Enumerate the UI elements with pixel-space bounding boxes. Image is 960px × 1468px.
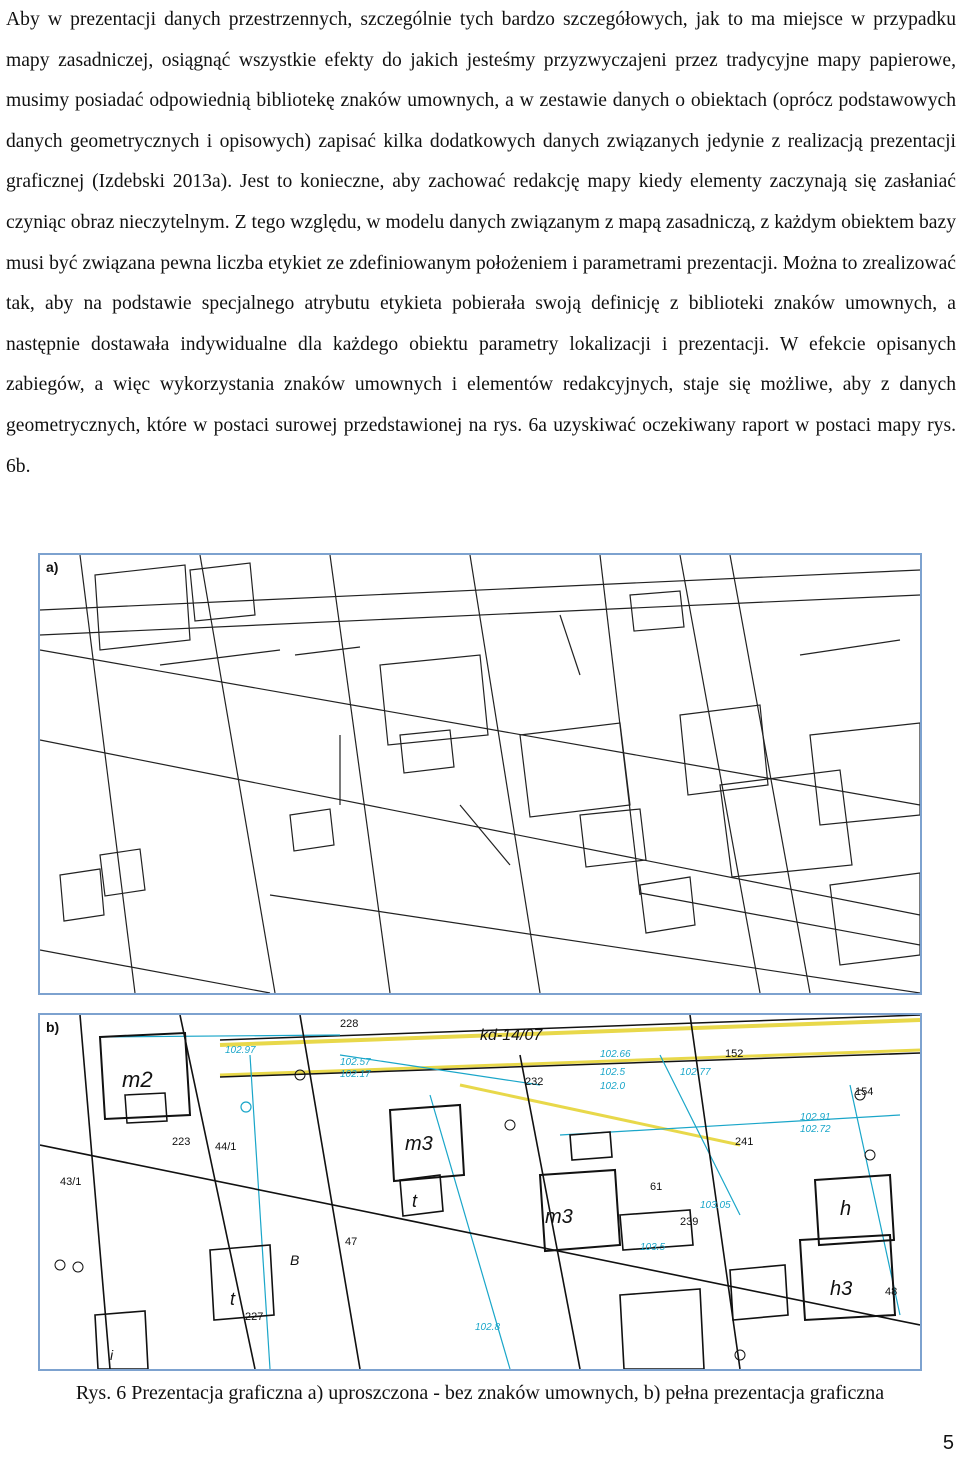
- label-239: 239: [680, 1216, 699, 1228]
- parcel-line: [80, 555, 135, 993]
- elev-103-05: 103.05: [700, 1200, 731, 1211]
- label-m2: m2: [122, 1067, 153, 1092]
- figure-b-drawing: [40, 1015, 920, 1369]
- elev-102-91: 102.91: [800, 1112, 831, 1123]
- label-m3-left: m3: [405, 1133, 433, 1155]
- elev-102-0: 102.0: [600, 1081, 626, 1092]
- label-h3: h3: [830, 1278, 853, 1300]
- parcel-line: [680, 555, 760, 993]
- parcel-line: [270, 895, 920, 993]
- parcel-line: [40, 950, 270, 993]
- label-223: 223: [172, 1136, 191, 1148]
- figure-b-label: b): [46, 1019, 60, 1035]
- body-paragraph: Aby w prezentacji danych przestrzennych, szczególnie tych bardzo szczegółowych, jak to ma miejsce w przypadku mapy zasadniczej, osiągnąć wszystkie efekty do jakich jesteśmy przyzwyczajeni przez tradycyjne mapy papierowe, musimy posiadać odpowiednią bibliotekę znaków umownych, a w zestawie danych o obiektach (oprócz podstawowych danych geometrycznych i opisowych) zapisać kilka dodatkowych danych związanych jedynie z realizacją prezentacji graficznej (Izdebski 2013a). Jest to konieczne, aby zachować redakcję mapy kiedy elementy zaczynają się zasłaniać czyniąc obraz nieczytelnym. Z tego względu, w modelu danych związanym z mapą zasadniczą, z każdym obiektem bazy musi być związana pewna liczba etykiet ze zdefiniowanym położeniem i parametrami prezentacji. Można to zrealizować tak, aby na podstawie specjalnego atrybutu etykieta pobierała swoją definicję z biblioteki znaków umownych, a następnie dostawała indywidualne dla każdego obiektu parametry lokalizacji i prezentacji. W efekcie opisanych zabiegów, a więc wykorzystania znaków umownych i elementów redakcyjnych, staje się możliwe, aby z danych geometrycznych, które w postaci surowej przedstawionej na rys. 6a uzyskiwać oczekiwany raport w postaci mapy rys. 6b.: [6, 9, 956, 477]
- building: [60, 869, 104, 921]
- label-227: 227: [245, 1311, 264, 1323]
- building: [290, 809, 334, 851]
- parcel-line: [40, 740, 920, 915]
- elev-102-72: 102.72: [800, 1124, 831, 1135]
- figure-a-label: a): [46, 559, 59, 575]
- label-152: 152: [725, 1048, 744, 1060]
- road-edge-line: [40, 595, 920, 635]
- label-t-top: t: [412, 1191, 418, 1211]
- building: [630, 591, 684, 631]
- label-47: 47: [345, 1236, 358, 1248]
- label-kd: kd-14/07: [480, 1027, 543, 1044]
- page-number: 5: [942, 1432, 954, 1454]
- figure-a-map: [38, 553, 922, 995]
- elev-102-57: 102.57: [340, 1057, 371, 1068]
- building-t-top: [400, 1175, 443, 1216]
- label-154: 154: [855, 1086, 874, 1098]
- figure-a-drawing: [40, 555, 920, 993]
- elev-103-5: 103.5: [640, 1242, 666, 1253]
- building: [95, 565, 190, 650]
- elev-102-17: 102.17: [340, 1069, 371, 1080]
- road-yellow-line: [220, 1050, 920, 1075]
- building: [190, 563, 255, 621]
- elev-102-8: 102.8: [475, 1322, 501, 1333]
- label-241: 241: [735, 1136, 754, 1148]
- building: [680, 705, 768, 795]
- label-m3-right: m3: [545, 1206, 573, 1228]
- label-232: 232: [525, 1076, 544, 1088]
- parcel-line: [640, 893, 920, 945]
- label-i: i: [110, 1347, 114, 1363]
- building: [830, 873, 920, 965]
- road-yellow-line: [460, 1085, 740, 1145]
- elev-102-66: 102.66: [600, 1049, 631, 1060]
- label-61: 61: [650, 1181, 663, 1193]
- label-43-1: 43/1: [60, 1176, 82, 1188]
- figure-b-map: [38, 1013, 922, 1371]
- label-t-bottom: t: [230, 1289, 236, 1309]
- elev-102-77: 102.77: [680, 1067, 711, 1078]
- building: [400, 730, 454, 773]
- figure-caption: Rys. 6 Prezentacja graficzna a) uproszczona - bez znaków umownych, b) pełna prezentacja graficzna: [75, 1382, 885, 1404]
- label-b: B: [290, 1252, 300, 1268]
- building: [640, 877, 695, 933]
- building: [810, 723, 920, 825]
- building-i: [95, 1311, 148, 1369]
- label-h: h: [840, 1198, 852, 1220]
- parcel-line: [40, 650, 920, 805]
- road-yellow-line: [220, 1020, 920, 1045]
- label-44-1: 44/1: [215, 1141, 237, 1153]
- elev-102-5: 102.5: [600, 1067, 626, 1078]
- label-48: 48: [885, 1286, 898, 1298]
- label-228: 228: [340, 1018, 359, 1030]
- road-edge-line: [40, 570, 920, 610]
- elev-102-97: 102.97: [225, 1045, 256, 1056]
